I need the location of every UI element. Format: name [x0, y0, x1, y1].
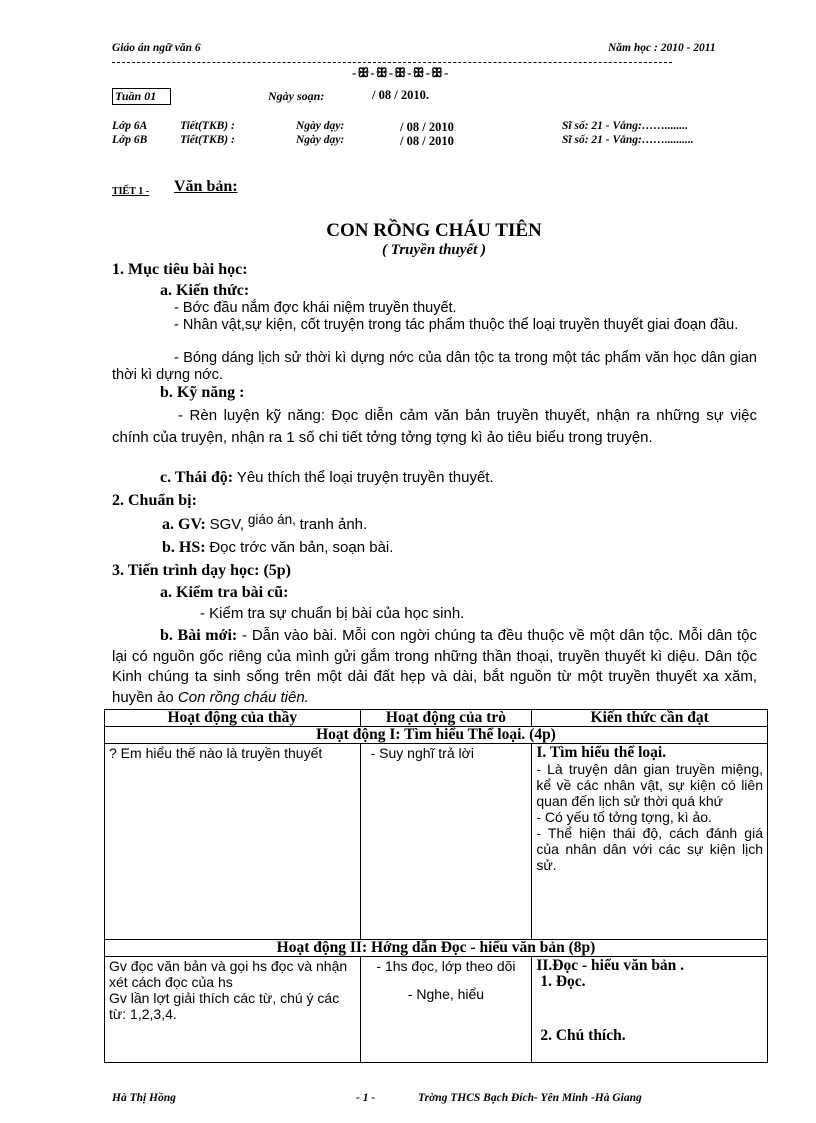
- prep-date-value: / 08 / 2010.: [372, 88, 429, 102]
- table-header-row: [105, 710, 768, 727]
- lesson-kind: Văn bản:: [174, 178, 238, 195]
- section-1c-heading: c. Thái độ:: [160, 469, 234, 486]
- knowledge-point: - Thể hiện thái độ, cách đánh giá của nhân dân với các sự kiện lịch sử.: [536, 825, 763, 873]
- review-item: - Kiểm tra sự chuẩn bị bài của học sinh.: [200, 605, 465, 622]
- knowledge-item-text: - Nhân vật,sự kiện, cốt truyện trong tác phẩm thuộc thể loại truyền thuyết giai đoạn đầu.: [174, 317, 739, 333]
- knowledge-cell: [532, 744, 768, 940]
- column-header: Kiến thức cần đạt: [532, 710, 768, 727]
- footer-page-number: - 1 -: [356, 1092, 376, 1104]
- header-left: Giáo án ngữ văn 6: [112, 42, 201, 54]
- activity-row: [105, 940, 768, 957]
- activity-heading: Hoạt động II: Hớng dẫn Đọc - hiểu văn bản (8p): [105, 940, 768, 957]
- prep-date-label: Ngày soạn:: [268, 89, 325, 103]
- student-text: - 1hs đọc, lớp theo dõi: [376, 958, 516, 974]
- activity-row: [105, 727, 768, 744]
- new-lesson-paragraph: [112, 626, 757, 708]
- teacher-text: Gv lần lợt giải thích các từ, chú ý các từ: 1,2,3,4.: [109, 990, 340, 1022]
- lesson-title: CON RỒNG CHÁU TIÊN: [326, 220, 542, 241]
- attitude-line: [160, 469, 494, 487]
- gv-label: a. GV:: [162, 516, 206, 533]
- footer-school: Trờng THCS Bạch Đích- Yên Minh -Hà Giang: [418, 1092, 642, 1104]
- gv-line: [162, 512, 368, 534]
- teacher-cell: [105, 744, 361, 940]
- knowledge-item: [112, 350, 757, 384]
- column-header: Hoạt động của thầy: [105, 710, 361, 727]
- knowledge-cell: [532, 957, 768, 1063]
- class-date-value: / 08 / 2010: [400, 120, 454, 134]
- knowledge-point: - Có yếu tố tởng tợng, kì ảo.: [536, 809, 712, 825]
- hs-line: [162, 539, 393, 557]
- knowledge-subheading: 2. Chú thích.: [540, 1027, 626, 1044]
- teacher-text: Gv đọc văn bản và gọi hs đọc và nhận xét cách đọc của hs: [109, 958, 348, 990]
- knowledge-item: [112, 317, 757, 334]
- class-name: Lớp 6B: [112, 134, 148, 146]
- activity-heading: Hoạt động I: Tìm hiểu Thể loại. (4p): [105, 727, 768, 744]
- table-row: [105, 957, 768, 1063]
- section-2-heading: 2. Chuẩn bị:: [112, 492, 197, 509]
- week-label: Tuần 01: [112, 88, 171, 105]
- class-date-value: / 08 / 2010: [400, 134, 454, 148]
- column-header: Hoạt động của trò: [360, 710, 532, 727]
- section-3a-heading: a. Kiểm tra bài cũ:: [160, 584, 289, 601]
- student-text: - Suy nghĩ trả lời: [370, 745, 474, 761]
- knowledge-title: I. Tìm hiểu thể loại.: [536, 744, 667, 761]
- hs-text: Đọc trớc văn bản, soạn bài.: [209, 539, 394, 556]
- teacher-text: ? Em hiểu thế nào là truyền thuyết: [109, 745, 323, 761]
- class-name: Lớp 6A: [112, 120, 148, 132]
- gv-text: tranh ảnh.: [299, 516, 368, 533]
- class-date-label: Ngày dạy:: [296, 134, 345, 146]
- section-3-heading: 3. Tiến trình dạy học: (5p): [112, 562, 291, 579]
- student-cell: [360, 744, 532, 940]
- class-period: Tiết(TKB) :: [180, 120, 235, 132]
- gv-text: giáo án,: [247, 512, 296, 527]
- lesson-activity-table: [104, 709, 768, 1063]
- gv-text: SGV,: [209, 516, 245, 533]
- class-size: Sĩ số: 21 - Vắng:……..........: [562, 134, 694, 146]
- new-lesson-title-ref: Con rồng cháu tiên.: [177, 688, 309, 706]
- table-row: [105, 744, 768, 940]
- teacher-cell: [105, 957, 361, 1063]
- knowledge-subheading: 1. Đọc.: [540, 973, 586, 990]
- student-text: - Nghe, hiểu: [407, 986, 485, 1002]
- student-cell: [360, 957, 532, 1063]
- hs-label: b. HS:: [162, 539, 206, 556]
- class-date-label: Ngày dạy:: [296, 120, 345, 132]
- section-1b-heading: b. Kỹ năng :: [160, 384, 245, 401]
- header-ornament: -ꕥ-ꕥ-ꕥ-ꕥ-ꕥ-: [352, 65, 450, 80]
- skills-item: [112, 405, 757, 449]
- footer-author: Hà Thị Hồng: [112, 1092, 176, 1104]
- section-3b-heading: b. Bài mới:: [160, 627, 238, 644]
- knowledge-item-text: - Bóng dáng lịch sử thời kì dựng nớc của dân tộc ta trong một tác phẩm văn học dân gian thời kì dựng nớc.: [112, 350, 757, 383]
- section-1-heading: 1. Mục tiêu bài học:: [112, 261, 248, 278]
- section-1a-heading: a. Kiến thức:: [160, 282, 250, 299]
- header-divider: [112, 62, 672, 63]
- class-period: Tiết(TKB) :: [180, 134, 235, 146]
- attitude-text: Yêu thích thể loại truyện truyền thuyết.: [236, 469, 494, 486]
- skills-item-text: - Rèn luyện kỹ năng: Đọc diễn cảm văn bản truyền thuyết, nhận ra những sự việc chính của truyện, nhận ra 1 số chi tiết tởng tởng tợng kì ảo tiêu biểu trong truyện.: [112, 407, 757, 446]
- knowledge-title: II.Đọc - hiểu văn bản .: [536, 957, 685, 974]
- new-lesson-text: - Dẫn vào bài. Mỗi con ngời chúng ta đều thuộc về một dân tộc. Mỗi dân tộc lại có nguồn gốc riêng của mình gửi gắm trong những thần thoại, truyền thuyết kì diệu. Dân tộc Kinh chúng ta sinh sống trên một dải đất hẹp và dài, bắt nguồn từ một truyền thuyết xa xăm, huyền ảo: [112, 627, 757, 706]
- class-size: Sĩ số: 21 - Vắng:……........: [562, 120, 688, 132]
- knowledge-point: - Là truyện dân gian truyền miệng, kể về các nhân vật, sự kiện có liên quan đến lịch sử thời quá khứ: [536, 761, 763, 809]
- knowledge-item: - Bớc đầu nắm đợc khái niệm truyền thuyết.: [174, 300, 457, 316]
- header-right: Năm học : 2010 - 2011: [608, 42, 716, 54]
- lesson-subtitle: ( Truyền thuyết ): [381, 242, 487, 258]
- lesson-period: TIẾT 1 -: [112, 186, 150, 197]
